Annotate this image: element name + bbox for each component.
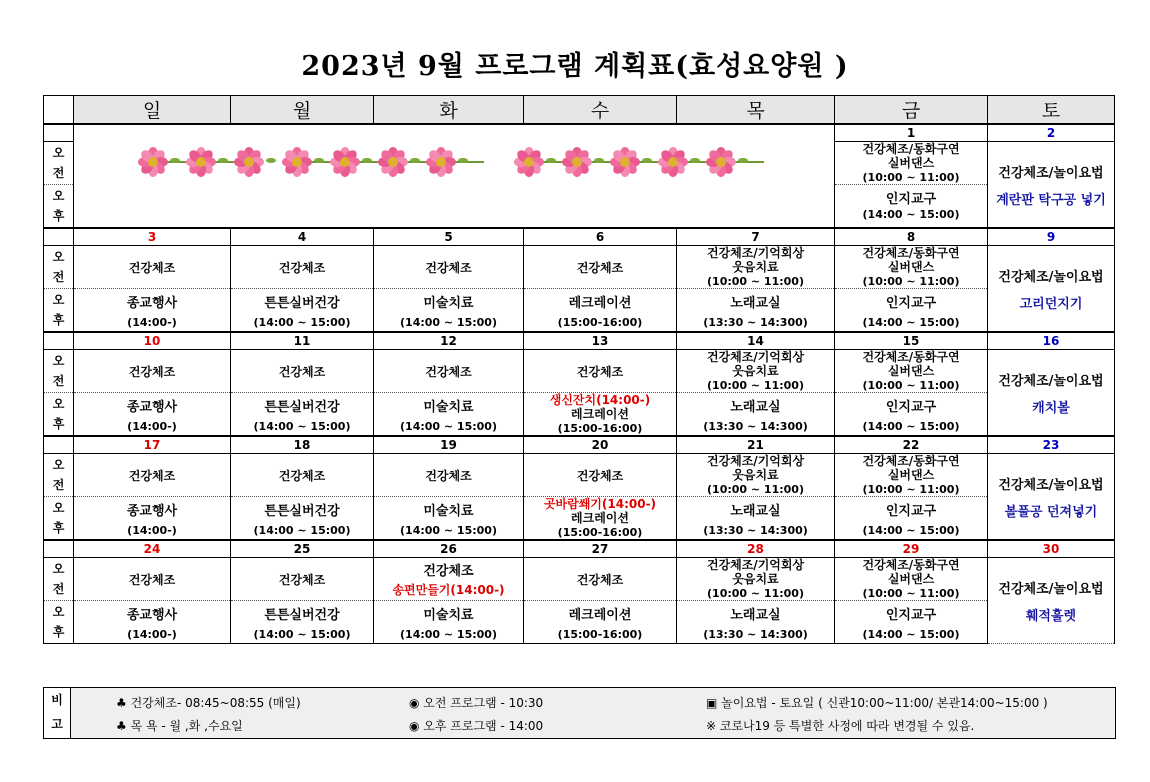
saturday-cell: 건강체조/놀이요법 캐치볼: [988, 350, 1115, 437]
saturday-cell: 건강체조/놀이요법 계란판 탁구공 넣기: [988, 142, 1115, 229]
program-cell: 건강체조/동화구연 실버댄스 (10:00 ~ 11:00): [835, 558, 988, 601]
leaf-icon: [458, 158, 468, 163]
weekday-tue: 화: [374, 96, 524, 125]
flower-icon: [658, 147, 688, 177]
note-bath: ♣ 목 욕 - 월 ,화 ,수요일: [116, 719, 243, 733]
week-number-row: [44, 332, 1115, 350]
program-cell: 종교행사 (14:00-): [74, 289, 231, 333]
program-cell: 건강체조: [374, 246, 524, 289]
flower-icon: [234, 147, 264, 177]
program-cell: 건강체조: [74, 350, 231, 393]
program-cell: 노래교실 (13:30 ~ 14:300): [677, 497, 835, 541]
leaf-icon: [362, 158, 372, 163]
program-cell: 건강체조: [374, 454, 524, 497]
pm-label: 오 후: [44, 289, 74, 333]
week-am-row: [44, 454, 1115, 497]
date-number: 5: [374, 228, 524, 246]
program-cell: 건강체조 송편만들기(14:00-): [374, 558, 524, 601]
leaf-icon: [314, 158, 324, 163]
program-cell: 건강체조/기억회상 웃음치료 (10:00 ~ 11:00): [677, 454, 835, 497]
program-cell: 생신잔치(14:00-) 레크레이션 (15:00-16:00): [524, 393, 677, 437]
week-pm-row: [44, 497, 1115, 541]
date-number: 23: [988, 436, 1115, 454]
weekday-fri: 금: [835, 96, 988, 125]
flower-banner: [74, 124, 835, 228]
leaf-icon: [642, 158, 652, 163]
leaf-icon: [546, 158, 556, 163]
program-cell: 건강체조: [524, 558, 677, 601]
program-cell: 튼튼실버건강 (14:00 ~ 15:00): [231, 497, 374, 541]
saturday-cell: 건강체조/놀이요법 훼적훌렛: [988, 558, 1115, 644]
program-cell: 인지교구 (14:00 ~ 15:00): [835, 601, 988, 644]
program-cell: 미술치료 (14:00 ~ 15:00): [374, 393, 524, 437]
program-cell: 건강체조/동화구연 실버댄스 (10:00 ~ 11:00): [835, 454, 988, 497]
date-number: 20: [524, 436, 677, 454]
weekday-wed: 수: [524, 96, 677, 125]
program-cell: 종교행사 (14:00-): [74, 393, 231, 437]
date-number: 1: [835, 124, 988, 142]
date-number: 30: [988, 540, 1115, 558]
flower-banner-art: [74, 125, 834, 227]
saturday-cell: 건강체조/놀이요법 고리던지기: [988, 246, 1115, 333]
leaf-icon: [594, 158, 604, 163]
program-cell: 튼튼실버건강 (14:00 ~ 15:00): [231, 601, 374, 644]
date-number: 4: [231, 228, 374, 246]
weekday-sat: 토: [988, 96, 1115, 125]
pm-label: 오 후: [44, 601, 74, 644]
date-number: 17: [74, 436, 231, 454]
footer-label: 비 고: [44, 688, 71, 738]
week-am-row: [44, 558, 1115, 601]
program-cell: 건강체조: [374, 350, 524, 393]
program-cell: 건강체조: [74, 558, 231, 601]
leaf-icon: [738, 158, 748, 163]
date-number: 16: [988, 332, 1115, 350]
program-cell: 건강체조: [231, 558, 374, 601]
flower-icon: [514, 147, 544, 177]
date-number: 9: [988, 228, 1115, 246]
date-number: 21: [677, 436, 835, 454]
flower-icon: [562, 147, 592, 177]
date-number: 13: [524, 332, 677, 350]
calendar-table: [43, 95, 1115, 644]
program-cell: 노래교실 (13:30 ~ 14:300): [677, 393, 835, 437]
program-cell: 레크레이션 (15:00-16:00): [524, 289, 677, 333]
date-number: 29: [835, 540, 988, 558]
program-cell: 건강체조/동화구연 실버댄스 (10:00 ~ 11:00): [835, 246, 988, 289]
program-cell: 건강체조: [524, 454, 677, 497]
program-cell: 인지교구 (14:00 ~ 15:00): [835, 289, 988, 333]
program-cell: 건강체조/기억회상 웃음치료 (10:00 ~ 11:00): [677, 558, 835, 601]
program-cell: 건강체조: [231, 350, 374, 393]
date-number: 6: [524, 228, 677, 246]
flower-icon: [426, 147, 456, 177]
week-number-row: [44, 228, 1115, 246]
am-label: 오 전: [44, 246, 74, 289]
program-cell: 건강체조: [524, 350, 677, 393]
date-number: 25: [231, 540, 374, 558]
flower-icon: [282, 147, 312, 177]
date-number: 14: [677, 332, 835, 350]
week1-number-row: [44, 124, 1115, 142]
am-label: 오 전: [44, 558, 74, 601]
leaf-icon: [170, 158, 180, 163]
program-cell: 인지교구 (14:00 ~ 15:00): [835, 185, 988, 229]
flower-icon: [330, 147, 360, 177]
header-corner: [44, 96, 74, 125]
weekday-header: [44, 96, 1115, 125]
date-number: 24: [74, 540, 231, 558]
am-label: 오 전: [44, 142, 74, 185]
program-cell: 곳바람쐐기(14:00-) 레크레이션 (15:00-16:00): [524, 497, 677, 541]
program-cell: 종교행사 (14:00-): [74, 601, 231, 644]
program-cell: 건강체조/동화구연 실버댄스 (10:00 ~ 11:00): [835, 142, 988, 185]
saturday-cell: 건강체조/놀이요법 볼풀공 던져넣기: [988, 454, 1115, 541]
program-cell: 노래교실 (13:30 ~ 14:300): [677, 289, 835, 333]
am-label: 오 전: [44, 454, 74, 497]
program-cell: 건강체조: [74, 246, 231, 289]
program-cell: 건강체조/기억회상 웃음치료 (10:00 ~ 11:00): [677, 350, 835, 393]
note-play-therapy: ▣ 놀이요법 - 토요일 ( 신관10:00~11:00/ 본관14:00~15:00 ): [706, 696, 1048, 710]
page-title: 2023년 9월 프로그램 계획표(효성요양원 ): [301, 51, 849, 82]
flower-icon: [186, 147, 216, 177]
date-number: 2: [988, 124, 1115, 142]
program-cell: 인지교구 (14:00 ~ 15:00): [835, 393, 988, 437]
program-cell: 건강체조/동화구연 실버댄스 (10:00 ~ 11:00): [835, 350, 988, 393]
flower-icon: [610, 147, 640, 177]
note-am-program: ◉ 오전 프로그램 - 10:30: [409, 696, 544, 710]
date-number: 10: [74, 332, 231, 350]
week-pm-row: [44, 601, 1115, 644]
pm-label: 오 후: [44, 393, 74, 437]
note-pm-program: ◉ 오후 프로그램 - 14:00: [409, 719, 544, 733]
date-number: 11: [231, 332, 374, 350]
week-number-row: [44, 540, 1115, 558]
date-number: 12: [374, 332, 524, 350]
note-covid: ※ 코로나19 등 특별한 사정에 따라 변경될 수 있음.: [706, 719, 975, 733]
weekday-thu: 목: [677, 96, 835, 125]
date-number: 18: [231, 436, 374, 454]
program-cell: 레크레이션 (15:00-16:00): [524, 601, 677, 644]
date-number: 8: [835, 228, 988, 246]
program-cell: 튼튼실버건강 (14:00 ~ 15:00): [231, 393, 374, 437]
date-number: 7: [677, 228, 835, 246]
date-number: 27: [524, 540, 677, 558]
program-cell: 종교행사 (14:00-): [74, 497, 231, 541]
flower-icon: [378, 147, 408, 177]
date-number: 15: [835, 332, 988, 350]
leaf-icon: [266, 158, 276, 163]
weekday-sun: 일: [74, 96, 231, 125]
weeks-body: [44, 228, 1115, 644]
program-cell: 건강체조: [231, 246, 374, 289]
program-cell: 건강체조: [74, 454, 231, 497]
flower-icon: [706, 147, 736, 177]
week-am-row: [44, 350, 1115, 393]
date-number: 28: [677, 540, 835, 558]
pm-label: 오 후: [44, 185, 74, 229]
date-number: 26: [374, 540, 524, 558]
date-number: 3: [74, 228, 231, 246]
date-number: 22: [835, 436, 988, 454]
program-cell: 건강체조/기억회상 웃음치료 (10:00 ~ 11:00): [677, 246, 835, 289]
am-label: 오 전: [44, 350, 74, 393]
leaf-icon: [690, 158, 700, 163]
program-cell: 건강체조: [524, 246, 677, 289]
note-exercise: ♣ 건강체조- 08:45~08:55 (매일): [116, 696, 301, 710]
pm-label: 오 후: [44, 497, 74, 541]
program-cell: 미술치료 (14:00 ~ 15:00): [374, 289, 524, 333]
program-cell: 건강체조: [231, 454, 374, 497]
program-cell: 인지교구 (14:00 ~ 15:00): [835, 497, 988, 541]
week-pm-row: [44, 289, 1115, 333]
week-am-row: [44, 246, 1115, 289]
weekday-mon: 월: [231, 96, 374, 125]
footer-notes: [43, 687, 1116, 739]
leaf-icon: [218, 158, 228, 163]
week-pm-row: [44, 393, 1115, 437]
program-cell: 미술치료 (14:00 ~ 15:00): [374, 497, 524, 541]
program-cell: 노래교실 (13:30 ~ 14:300): [677, 601, 835, 644]
date-number: 19: [374, 436, 524, 454]
program-cell: 튼튼실버건강 (14:00 ~ 15:00): [231, 289, 374, 333]
flower-icon: [138, 147, 168, 177]
program-cell: 미술치료 (14:00 ~ 15:00): [374, 601, 524, 644]
leaf-icon: [410, 158, 420, 163]
week-number-row: [44, 436, 1115, 454]
